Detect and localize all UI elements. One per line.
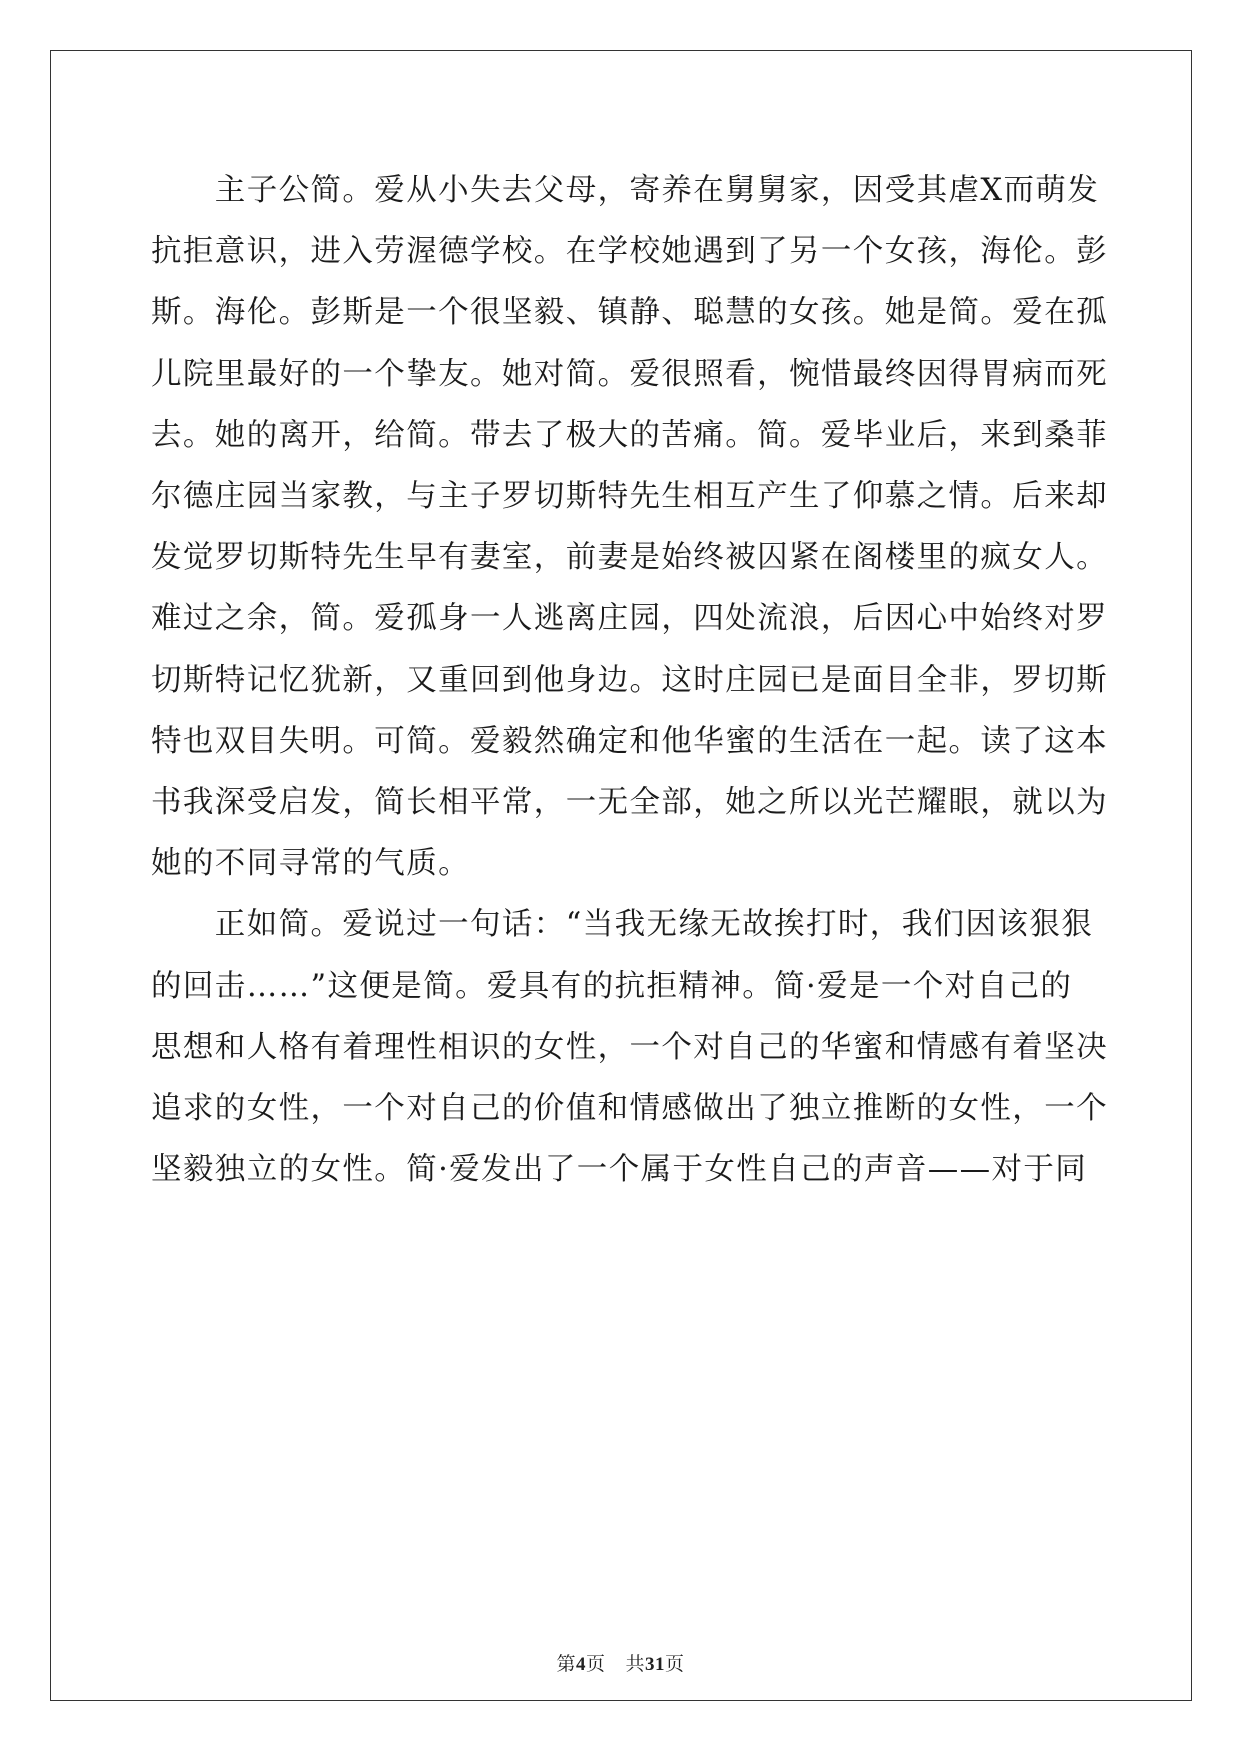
total-pages-number: 31: [645, 1654, 666, 1675]
text-line: 切斯特记忆犹新，又重回到他身边。这时庄园已是面目全非，罗切斯: [151, 662, 1108, 698]
text-line: 尔德庄园当家教，与主子罗切斯特先生相互产生了仰慕之情。后来却: [151, 479, 1108, 515]
text-line: 正如简。爱说过一句话：“当我无缘无故挨打时，我们因该狠狠: [151, 907, 1094, 943]
text-line: 她的不同寻常的气质。: [151, 846, 470, 882]
text-line: 特也双目失明。可简。爱毅然确定和他华蜜的生活在一起。读了这本: [151, 723, 1108, 759]
text-line: 发觉罗切斯特先生早有妻室，前妻是始终被囚紧在阁楼里的疯女人。: [151, 540, 1108, 576]
total-label: 页: [665, 1653, 685, 1675]
text-line: 抗拒意识，进入劳渥德学校。在学校她遇到了另一个女孩，海伦。彭: [151, 234, 1108, 270]
page-footer: [0, 1652, 1241, 1677]
text-line: 坚毅独立的女性。简·爱发出了一个属于女性自己的声音——对于同: [151, 1152, 1088, 1188]
paragraph-1: [151, 160, 1108, 894]
text-line: 儿院里最好的一个挚友。她对简。爱很照看，惋惜最终因得胃病而死: [151, 356, 1108, 392]
text-line: 的回击……”这便是简。爱具有的抗拒精神。简·爱是一个对自己的: [151, 968, 1073, 1004]
document-body: [151, 160, 1108, 1200]
text-line: 难过之余，简。爱孤身一人逃离庄园，四处流浪，后因心中始终对罗: [151, 601, 1108, 637]
text-line: 主子公简。爱从小失去父母，寄养在舅舅家，因受其虐X而萌发: [151, 173, 1100, 208]
text-line: 追求的女性，一个对自己的价值和情感做出了独立推断的女性，一个: [151, 1091, 1108, 1127]
text-line: 思想和人格有着理性相识的女性，一个对自己的华蜜和情感有着坚决: [151, 1029, 1108, 1065]
text-line: 斯。海伦。彭斯是一个很坚毅、镇静、聪慧的女孩。她是简。爱在孤: [151, 295, 1108, 331]
paragraph-2: [151, 894, 1108, 1200]
current-page-number: 4: [575, 1654, 586, 1675]
text-line: 去。她的离开，给简。带去了极大的苦痛。简。爱毕业后，来到桑菲: [151, 417, 1108, 453]
total-prefix: 共: [625, 1653, 646, 1675]
page-prefix: 第: [556, 1653, 576, 1675]
text-line: 书我深受启发，简长相平常，一无全部，她之所以光芒耀眼，就以为: [151, 785, 1108, 821]
page-label: 页: [585, 1653, 606, 1675]
